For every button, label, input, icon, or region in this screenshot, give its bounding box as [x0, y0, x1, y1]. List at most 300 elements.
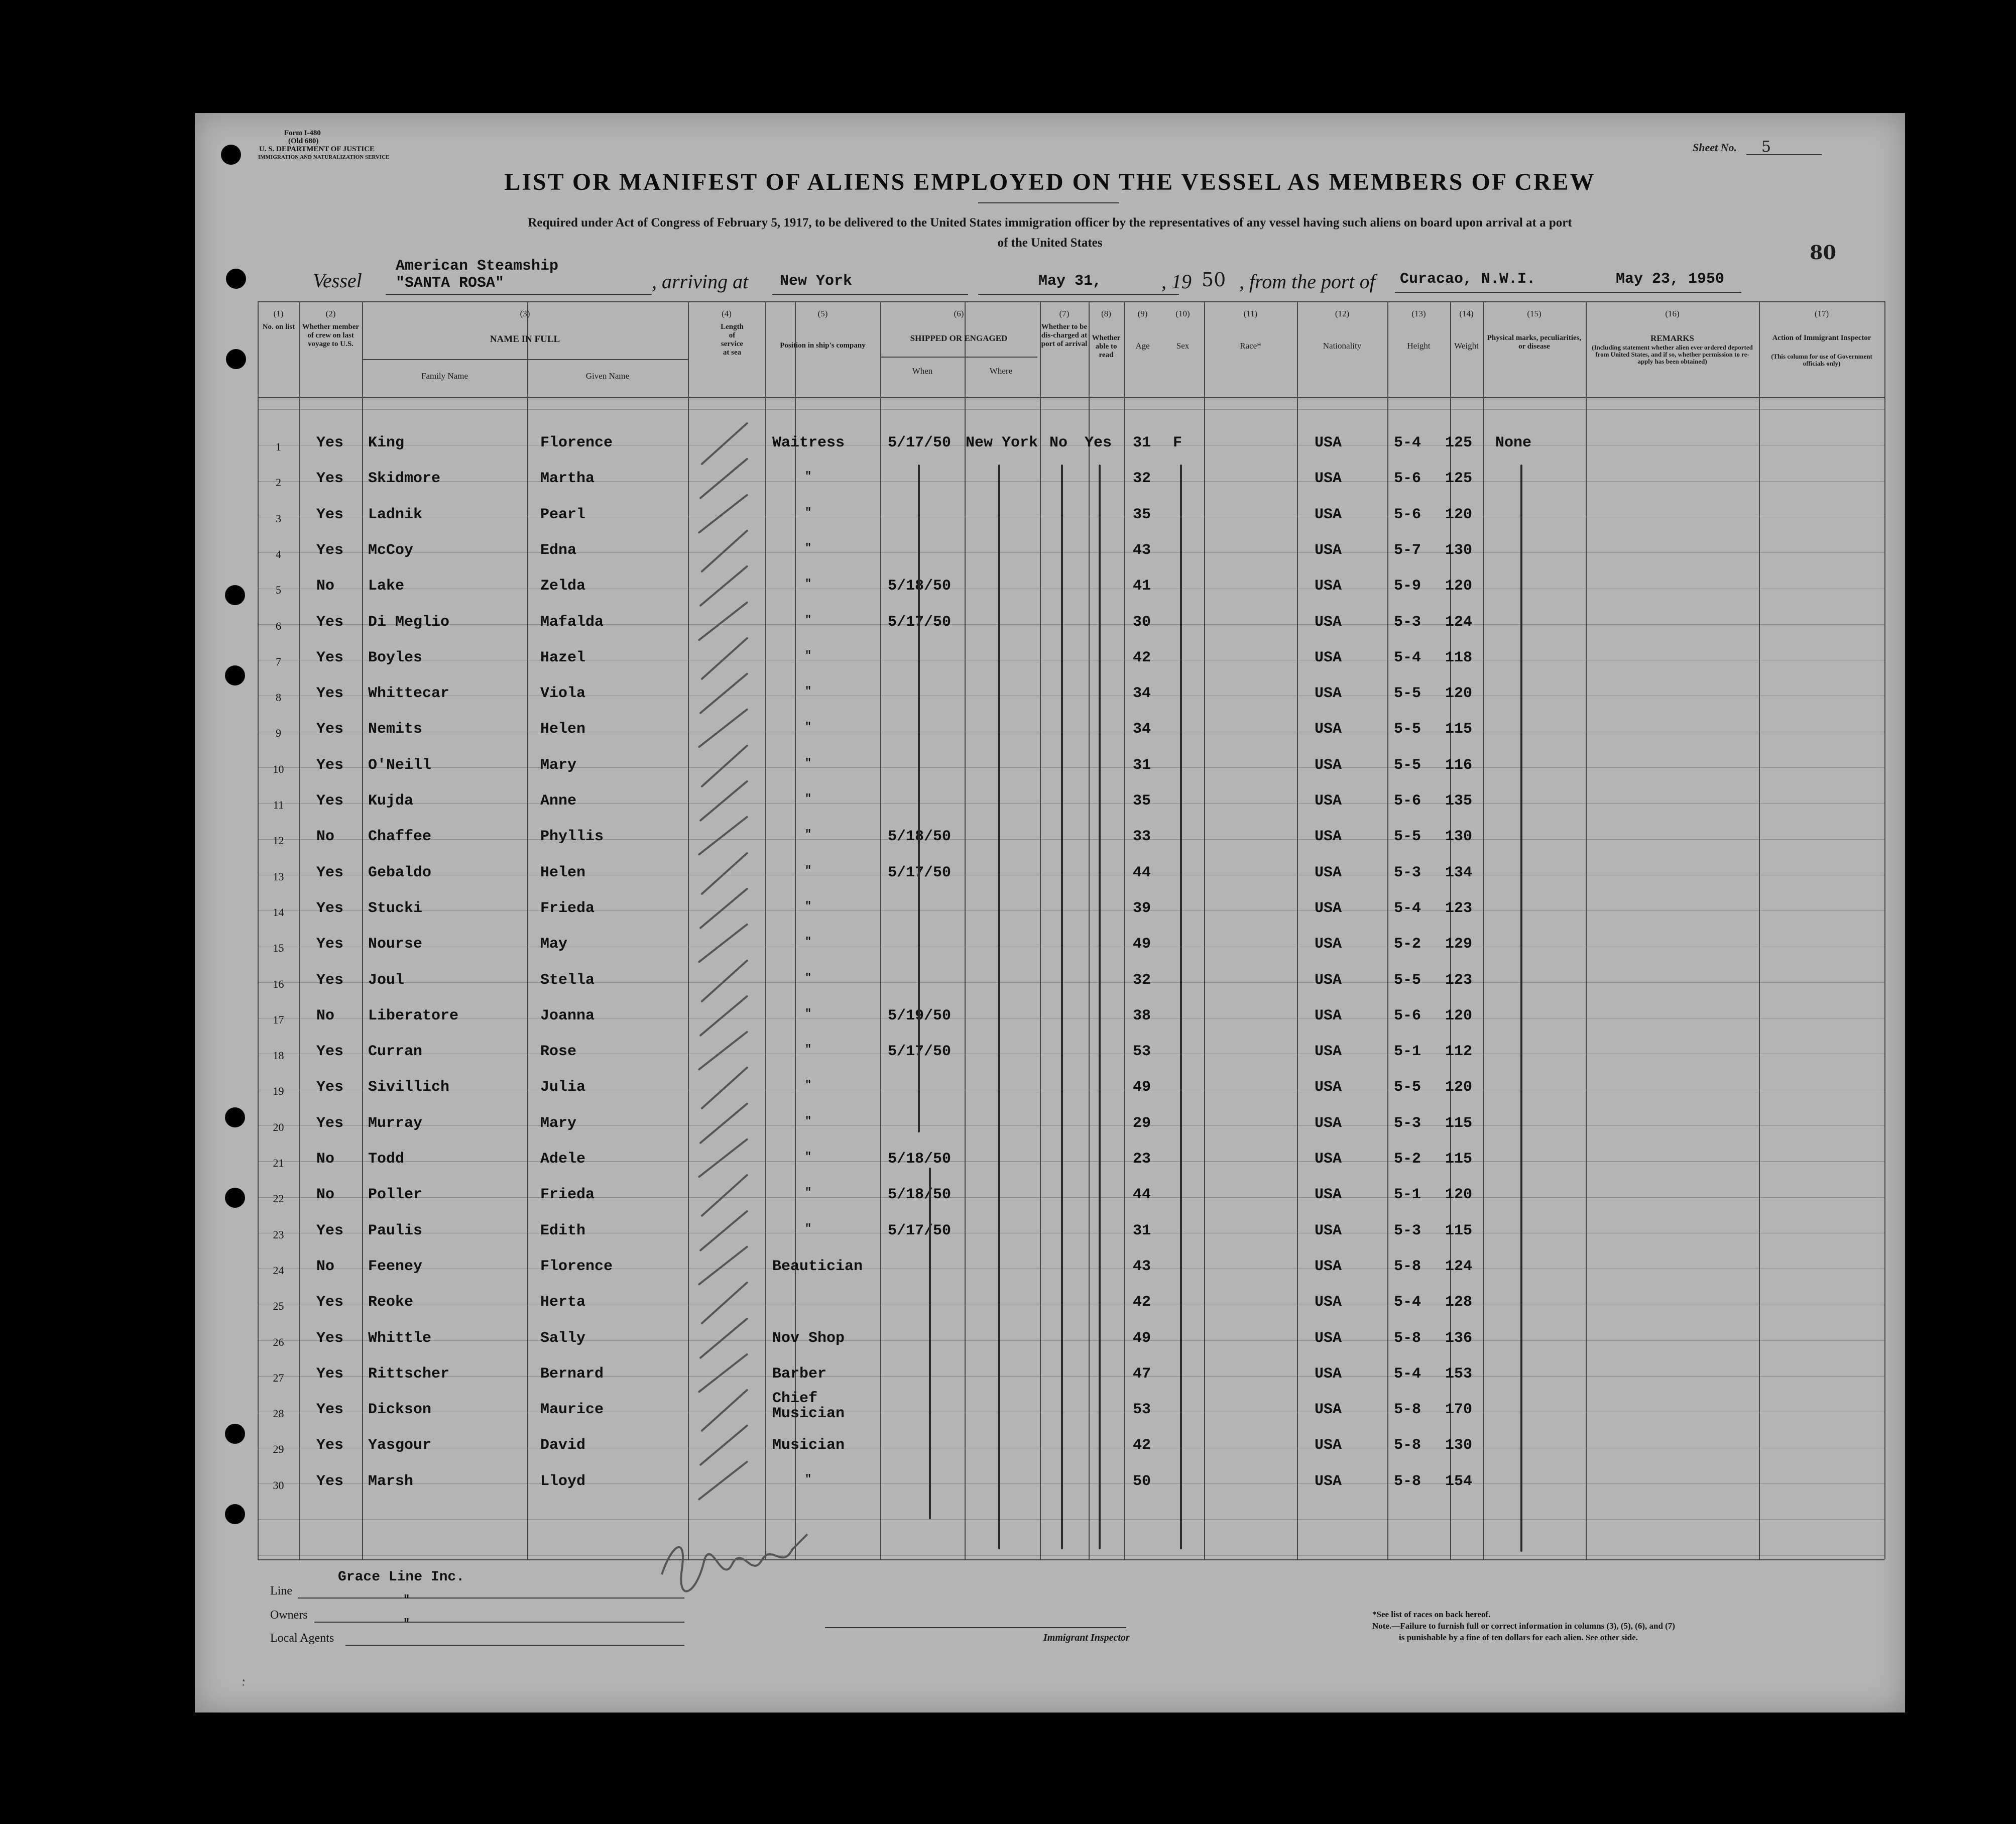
cell-no: 1 — [276, 440, 281, 453]
cell-member: Yes — [316, 864, 344, 881]
cell-age: 23 — [1133, 1151, 1151, 1168]
cell-age: 41 — [1133, 578, 1151, 595]
cell-nationality: USA — [1315, 1222, 1342, 1239]
cell-no: 19 — [273, 1085, 284, 1098]
vessel-name: "SANTA ROSA" — [396, 275, 505, 292]
cell-when: 5/17/50 — [888, 434, 952, 451]
cell-family: Joul — [368, 971, 405, 989]
from-port-label: , from the port of — [1239, 270, 1375, 293]
cell-when: 5/17/50 — [888, 864, 952, 881]
cell-member: Yes — [316, 1365, 344, 1383]
cell-position: " — [805, 613, 812, 626]
cell-given: Lloyd — [540, 1472, 586, 1490]
cell-no: 5 — [276, 584, 281, 597]
cell-position: " — [805, 578, 812, 591]
cell-height: 5-5 — [1394, 685, 1421, 703]
cell-family: Gebaldo — [368, 864, 432, 881]
cell-member: Yes — [316, 721, 344, 738]
cell-no: 29 — [273, 1443, 284, 1456]
cell-age: 47 — [1133, 1365, 1151, 1383]
cell-height: 5-3 — [1394, 1114, 1421, 1132]
cell-weight: 129 — [1445, 936, 1473, 953]
cell-member: Yes — [316, 936, 344, 953]
cell-age: 30 — [1133, 613, 1151, 631]
cell-age: 44 — [1133, 864, 1151, 881]
cell-no: 28 — [273, 1407, 284, 1420]
inspector-label: Immigrant Inspector — [1043, 1632, 1130, 1643]
cell-member: Yes — [316, 434, 344, 451]
cell-given: Frieda — [540, 1186, 595, 1204]
cell-family: Whittecar — [368, 685, 450, 703]
ditto-line — [1099, 465, 1101, 1549]
cell-position: Nov Shop — [772, 1329, 845, 1347]
cell-given: Mafalda — [540, 613, 604, 631]
cell-position: " — [805, 470, 812, 483]
header-sex: Sex — [1176, 341, 1190, 351]
cell-nationality: USA — [1315, 1114, 1342, 1132]
punch-hole — [226, 349, 246, 369]
cell-nationality: USA — [1315, 649, 1342, 666]
cell-position: " — [805, 1007, 812, 1020]
cell-given: Pearl — [540, 506, 586, 523]
cell-position: " — [805, 1222, 812, 1235]
cell-no: 27 — [273, 1371, 284, 1384]
cell-no: 2 — [276, 476, 281, 489]
table-row — [195, 936, 1905, 971]
header-length-of-service: Length of service at sea — [721, 323, 744, 357]
cell-given: Rose — [540, 1043, 577, 1061]
cell-position: Musician — [772, 1437, 845, 1454]
cell-age: 49 — [1133, 1329, 1151, 1347]
inspector-signature — [657, 1514, 817, 1600]
cell-height: 5-4 — [1394, 1365, 1421, 1383]
page-mark: 80 — [1810, 241, 1836, 264]
cell-weight: 115 — [1445, 721, 1473, 738]
cell-height: 5-5 — [1394, 721, 1421, 738]
ditto-line — [1520, 465, 1522, 1552]
header-age: Age — [1135, 341, 1150, 351]
cell-position: " — [805, 685, 812, 698]
cell-position: Beautician — [772, 1258, 863, 1275]
cell-no: 14 — [273, 905, 284, 919]
cell-nationality: USA — [1315, 1401, 1342, 1419]
table-row — [195, 649, 1905, 685]
cell-position: " — [805, 1043, 812, 1056]
cell-member: Yes — [316, 613, 344, 631]
col-num: (8) — [1101, 309, 1111, 318]
cell-position: " — [805, 899, 812, 913]
table-row — [195, 864, 1905, 899]
col-num: (4) — [722, 309, 732, 318]
cell-weight: 136 — [1445, 1329, 1473, 1347]
agents-value: " — [403, 1617, 410, 1630]
cell-weight: 135 — [1445, 792, 1473, 810]
cell-weight: 170 — [1445, 1401, 1473, 1419]
cell-member: No — [316, 1151, 335, 1168]
cell-height: 5-2 — [1394, 1151, 1421, 1168]
cell-member: Yes — [316, 470, 344, 488]
cell-height: 5-6 — [1394, 1007, 1421, 1024]
cell-given: Edith — [540, 1222, 586, 1239]
cell-height: 5-3 — [1394, 613, 1421, 631]
cell-given: Helen — [540, 721, 586, 738]
cell-family: Curran — [368, 1043, 423, 1061]
header-where: Where — [989, 366, 1013, 376]
cell-position: Barber — [772, 1365, 827, 1383]
cell-nationality: USA — [1315, 1151, 1342, 1168]
header-discharged: Whether to be dis-charged at port of arrival — [1041, 323, 1088, 348]
cell-nationality: USA — [1315, 1043, 1342, 1061]
cell-family: Kujda — [368, 792, 414, 810]
header-family-name: Family Name — [421, 371, 468, 381]
cell-no: 10 — [273, 762, 284, 775]
col-num: (14) — [1459, 309, 1474, 318]
cell-position: " — [805, 1186, 812, 1199]
cell-weight: 123 — [1445, 971, 1473, 989]
cell-weight: 125 — [1445, 434, 1473, 451]
cell-sex: F — [1173, 434, 1182, 451]
cell-age: 32 — [1133, 470, 1151, 488]
cell-member: Yes — [316, 1043, 344, 1061]
manifest-sheet — [195, 113, 1905, 1713]
table-row — [195, 1437, 1905, 1472]
cell-age: 34 — [1133, 721, 1151, 738]
cell-given: Mary — [540, 1114, 577, 1132]
cell-weight: 115 — [1445, 1114, 1473, 1132]
table-row — [195, 578, 1905, 613]
header-remarks-note: (Including statement whether alien ever ordered deported from United States, and if so, whether permission to re-apply has been obtained) — [1592, 344, 1753, 365]
cell-height: 5-6 — [1394, 792, 1421, 810]
cell-no: 20 — [273, 1120, 284, 1133]
cell-no: 12 — [273, 834, 284, 847]
cell-member: Yes — [316, 792, 344, 810]
header-able-to-read: Whether able to read — [1092, 334, 1121, 359]
table-row — [195, 1473, 1905, 1508]
cell-no: 15 — [273, 942, 284, 955]
cell-nationality: USA — [1315, 1186, 1342, 1204]
cell-height: 5-7 — [1394, 541, 1421, 559]
cell-position: " — [805, 1079, 812, 1092]
cell-nationality: USA — [1315, 1258, 1342, 1275]
cell-weight: 118 — [1445, 649, 1473, 666]
cell-when: 5/18/50 — [888, 1186, 952, 1204]
cell-position: " — [805, 792, 812, 805]
cell-age: 49 — [1133, 936, 1151, 953]
table-row — [195, 1115, 1905, 1150]
cell-member: Yes — [316, 1437, 344, 1454]
col-num: (16) — [1665, 309, 1680, 318]
header-height: Height — [1407, 341, 1431, 351]
cell-nationality: USA — [1315, 864, 1342, 881]
footnote-races: *See list of races on back hereof. — [1372, 1610, 1491, 1619]
cell-height: 5-8 — [1394, 1472, 1421, 1490]
cell-given: Adele — [540, 1151, 586, 1168]
cell-family: Whittle — [368, 1329, 432, 1347]
cell-weight: 115 — [1445, 1222, 1473, 1239]
table-row — [195, 1365, 1905, 1401]
cell-height: 5-6 — [1394, 506, 1421, 523]
cell-no: 18 — [273, 1049, 284, 1062]
cell-weight: 116 — [1445, 756, 1473, 774]
cell-given: Florence — [540, 434, 613, 451]
cell-weight: 112 — [1445, 1043, 1473, 1061]
cell-given: May — [540, 936, 568, 953]
cell-nationality: USA — [1315, 470, 1342, 488]
cell-no: 3 — [276, 512, 281, 525]
cell-no: 16 — [273, 977, 284, 990]
col-num: (7) — [1059, 309, 1070, 318]
table-row — [195, 1294, 1905, 1329]
cell-nationality: USA — [1315, 756, 1342, 774]
cell-given: Sally — [540, 1329, 586, 1347]
cell-age: 32 — [1133, 971, 1151, 989]
cell-read: Yes — [1085, 434, 1112, 451]
cell-member: Yes — [316, 1294, 344, 1311]
cell-weight: 128 — [1445, 1294, 1473, 1311]
cell-family: Stucki — [368, 899, 423, 917]
col-num: (10) — [1175, 309, 1190, 318]
header-physical-marks: Physical marks, peculiarities, or disease — [1487, 334, 1582, 351]
cell-age: 42 — [1133, 649, 1151, 666]
ditto-line — [918, 465, 920, 1132]
header-weight: Weight — [1454, 341, 1479, 351]
ditto-line — [1180, 465, 1182, 1549]
cell-weight: 115 — [1445, 1151, 1473, 1168]
cell-nationality: USA — [1315, 578, 1342, 595]
cell-position: " — [805, 1114, 812, 1127]
cell-position: " — [805, 828, 812, 841]
table-row — [195, 792, 1905, 828]
header-crew-last-voyage: Whether member of crew on last voyage to U.S. — [302, 323, 360, 348]
departure-date: May 23, 1950 — [1616, 271, 1725, 288]
line-value: Grace Line Inc. — [338, 1569, 465, 1585]
cell-no: 26 — [273, 1335, 284, 1348]
table-row — [195, 972, 1905, 1007]
cell-family: Nemits — [368, 721, 423, 738]
ditto-line — [929, 1168, 931, 1519]
cell-weight: 134 — [1445, 864, 1473, 881]
cell-family: Di Meglio — [368, 613, 450, 631]
table-row — [195, 1186, 1905, 1221]
line-label: Line — [270, 1584, 292, 1598]
table-row — [195, 757, 1905, 792]
cell-family: Reoke — [368, 1294, 414, 1311]
cell-member: Yes — [316, 649, 344, 666]
cell-nationality: USA — [1315, 434, 1342, 451]
cell-family: Lake — [368, 578, 405, 595]
cell-given: Martha — [540, 470, 595, 488]
cell-position: " — [805, 506, 812, 519]
ditto-line — [998, 465, 1000, 1549]
cell-member: Yes — [316, 756, 344, 774]
cell-given: Joanna — [540, 1007, 595, 1024]
cell-no: 9 — [276, 727, 281, 740]
cell-member: No — [316, 1186, 335, 1204]
cell-when: 5/18/50 — [888, 578, 952, 595]
form-id: Form I-480 — [284, 129, 321, 137]
cell-given: Anne — [540, 792, 577, 810]
form-department: U. S. DEPARTMENT OF JUSTICE — [259, 145, 375, 153]
cell-no: 30 — [273, 1478, 284, 1492]
header-remarks: REMARKS — [1650, 333, 1694, 343]
cell-age: 44 — [1133, 1186, 1151, 1204]
cell-nationality: USA — [1315, 721, 1342, 738]
cell-height: 5-8 — [1394, 1329, 1421, 1347]
cell-no: 7 — [276, 655, 281, 668]
cell-weight: 120 — [1445, 1079, 1473, 1096]
header-shipped-engaged: SHIPPED OR ENGAGED — [910, 333, 1008, 343]
header-no-on-list: No. on list — [262, 323, 295, 331]
cell-position: " — [805, 864, 812, 877]
cell-height: 5-5 — [1394, 971, 1421, 989]
cell-position: " — [805, 1472, 812, 1486]
cell-weight: 120 — [1445, 578, 1473, 595]
cell-marks: None — [1495, 434, 1532, 451]
col-num: (1) — [273, 309, 284, 318]
cell-where: New York — [966, 434, 1038, 451]
cell-given: Herta — [540, 1294, 586, 1311]
table-row — [195, 506, 1905, 541]
cell-nationality: USA — [1315, 899, 1342, 917]
cell-age: 35 — [1133, 506, 1151, 523]
cell-family: King — [368, 434, 405, 451]
cell-height: 5-3 — [1394, 864, 1421, 881]
cell-no: 23 — [273, 1228, 284, 1241]
cell-weight: 130 — [1445, 1437, 1473, 1454]
cell-height: 5-4 — [1394, 1294, 1421, 1311]
cell-weight: 120 — [1445, 1007, 1473, 1024]
header-inspector-note: (This column for use of Government officials only) — [1771, 353, 1872, 367]
cell-family: Sivillich — [368, 1079, 450, 1096]
cell-height: 5-9 — [1394, 578, 1421, 595]
cell-nationality: USA — [1315, 1294, 1342, 1311]
col-num: (11) — [1243, 309, 1258, 318]
cell-nationality: USA — [1315, 1472, 1342, 1490]
cell-member: Yes — [316, 685, 344, 703]
cell-nationality: USA — [1315, 971, 1342, 989]
table-row — [195, 828, 1905, 863]
from-port: Curacao, N.W.I. — [1400, 271, 1536, 288]
cell-weight: 125 — [1445, 470, 1473, 488]
cell-member: Yes — [316, 506, 344, 523]
table-row — [195, 1258, 1905, 1293]
table-row — [195, 685, 1905, 720]
cell-height: 5-1 — [1394, 1186, 1421, 1204]
cell-position: Waitress — [772, 434, 845, 451]
cell-weight: 123 — [1445, 899, 1473, 917]
subtitle-line-1: Required under Act of Congress of February 5, 1917, to be delivered to the United States immigration officer by the representatives of any vessel having such aliens on board upon arrival at a port — [528, 216, 1572, 230]
punch-hole — [221, 145, 241, 165]
cell-height: 5-4 — [1394, 899, 1421, 917]
cell-no: 17 — [273, 1013, 284, 1026]
cell-given: David — [540, 1437, 586, 1454]
cell-nationality: USA — [1315, 685, 1342, 703]
header-position: Position in ship's company — [780, 341, 866, 350]
cell-weight: 120 — [1445, 685, 1473, 703]
cell-given: Phyllis — [540, 828, 604, 846]
cell-when: 5/18/50 — [888, 828, 952, 846]
table-row — [195, 434, 1905, 470]
cell-member: No — [316, 1007, 335, 1024]
col-num: (2) — [325, 309, 336, 318]
cell-nationality: USA — [1315, 1365, 1342, 1383]
table-row — [195, 542, 1905, 577]
cell-nationality: USA — [1315, 792, 1342, 810]
cell-family: Ladnik — [368, 506, 423, 523]
cell-family: Paulis — [368, 1222, 423, 1239]
cell-nationality: USA — [1315, 1079, 1342, 1096]
cell-height: 5-8 — [1394, 1437, 1421, 1454]
arrival-date: May 31, — [1038, 273, 1102, 290]
cell-position: " — [805, 756, 812, 769]
year-prefix: , 19 — [1161, 270, 1192, 293]
cell-age: 34 — [1133, 685, 1151, 703]
cell-given: Mary — [540, 756, 577, 774]
year-suffix: 50 — [1202, 269, 1226, 291]
header-inspector-action: Action of Immigrant Inspector — [1772, 334, 1871, 342]
cell-height: 5-3 — [1394, 1222, 1421, 1239]
cell-position: Chief Musician — [772, 1390, 845, 1423]
col-num: (17) — [1814, 309, 1829, 318]
cell-age: 42 — [1133, 1437, 1151, 1454]
agents-label: Local Agents — [270, 1632, 334, 1645]
cell-no: 24 — [273, 1264, 284, 1277]
cell-position: " — [805, 721, 812, 734]
cell-nationality: USA — [1315, 613, 1342, 631]
cell-family: Marsh — [368, 1472, 414, 1490]
owners-label: Owners — [270, 1609, 308, 1622]
cell-member: Yes — [316, 899, 344, 917]
cell-family: Yasgour — [368, 1437, 432, 1454]
table-row — [195, 1390, 1905, 1436]
col-num: (5) — [817, 309, 828, 318]
cell-member: Yes — [316, 1222, 344, 1239]
form-service: IMMIGRATION AND NATURALIZATION SERVICE — [258, 154, 390, 160]
cell-family: Dickson — [368, 1401, 432, 1419]
cell-age: 50 — [1133, 1472, 1151, 1490]
table-row — [195, 1222, 1905, 1258]
table-row — [195, 1007, 1905, 1043]
cell-age: 43 — [1133, 541, 1151, 559]
cell-position: " — [805, 971, 812, 984]
cell-nationality: USA — [1315, 1007, 1342, 1024]
cell-given: Frieda — [540, 899, 595, 917]
cell-nationality: USA — [1315, 506, 1342, 523]
cell-member: Yes — [316, 971, 344, 989]
cell-position: " — [805, 936, 812, 949]
cell-weight: 153 — [1445, 1365, 1473, 1383]
cell-no: 8 — [276, 691, 281, 704]
col-num: (13) — [1411, 309, 1426, 318]
cell-weight: 124 — [1445, 613, 1473, 631]
cell-weight: 124 — [1445, 1258, 1473, 1275]
cell-position: " — [805, 649, 812, 662]
vessel-label: Vessel — [313, 269, 362, 292]
cell-age: 43 — [1133, 1258, 1151, 1275]
cell-height: 5-6 — [1394, 470, 1421, 488]
cell-no: 25 — [273, 1300, 284, 1313]
cell-height: 5-5 — [1394, 756, 1421, 774]
cell-family: Skidmore — [368, 470, 441, 488]
cell-nationality: USA — [1315, 541, 1342, 559]
cell-family: Rittscher — [368, 1365, 450, 1383]
cell-given: Julia — [540, 1079, 586, 1096]
cell-age: 53 — [1133, 1043, 1151, 1061]
cell-when: 5/17/50 — [888, 613, 952, 631]
sheet-no-label: Sheet No. — [1693, 141, 1737, 154]
cell-no: 13 — [273, 870, 284, 883]
cell-height: 5-8 — [1394, 1258, 1421, 1275]
